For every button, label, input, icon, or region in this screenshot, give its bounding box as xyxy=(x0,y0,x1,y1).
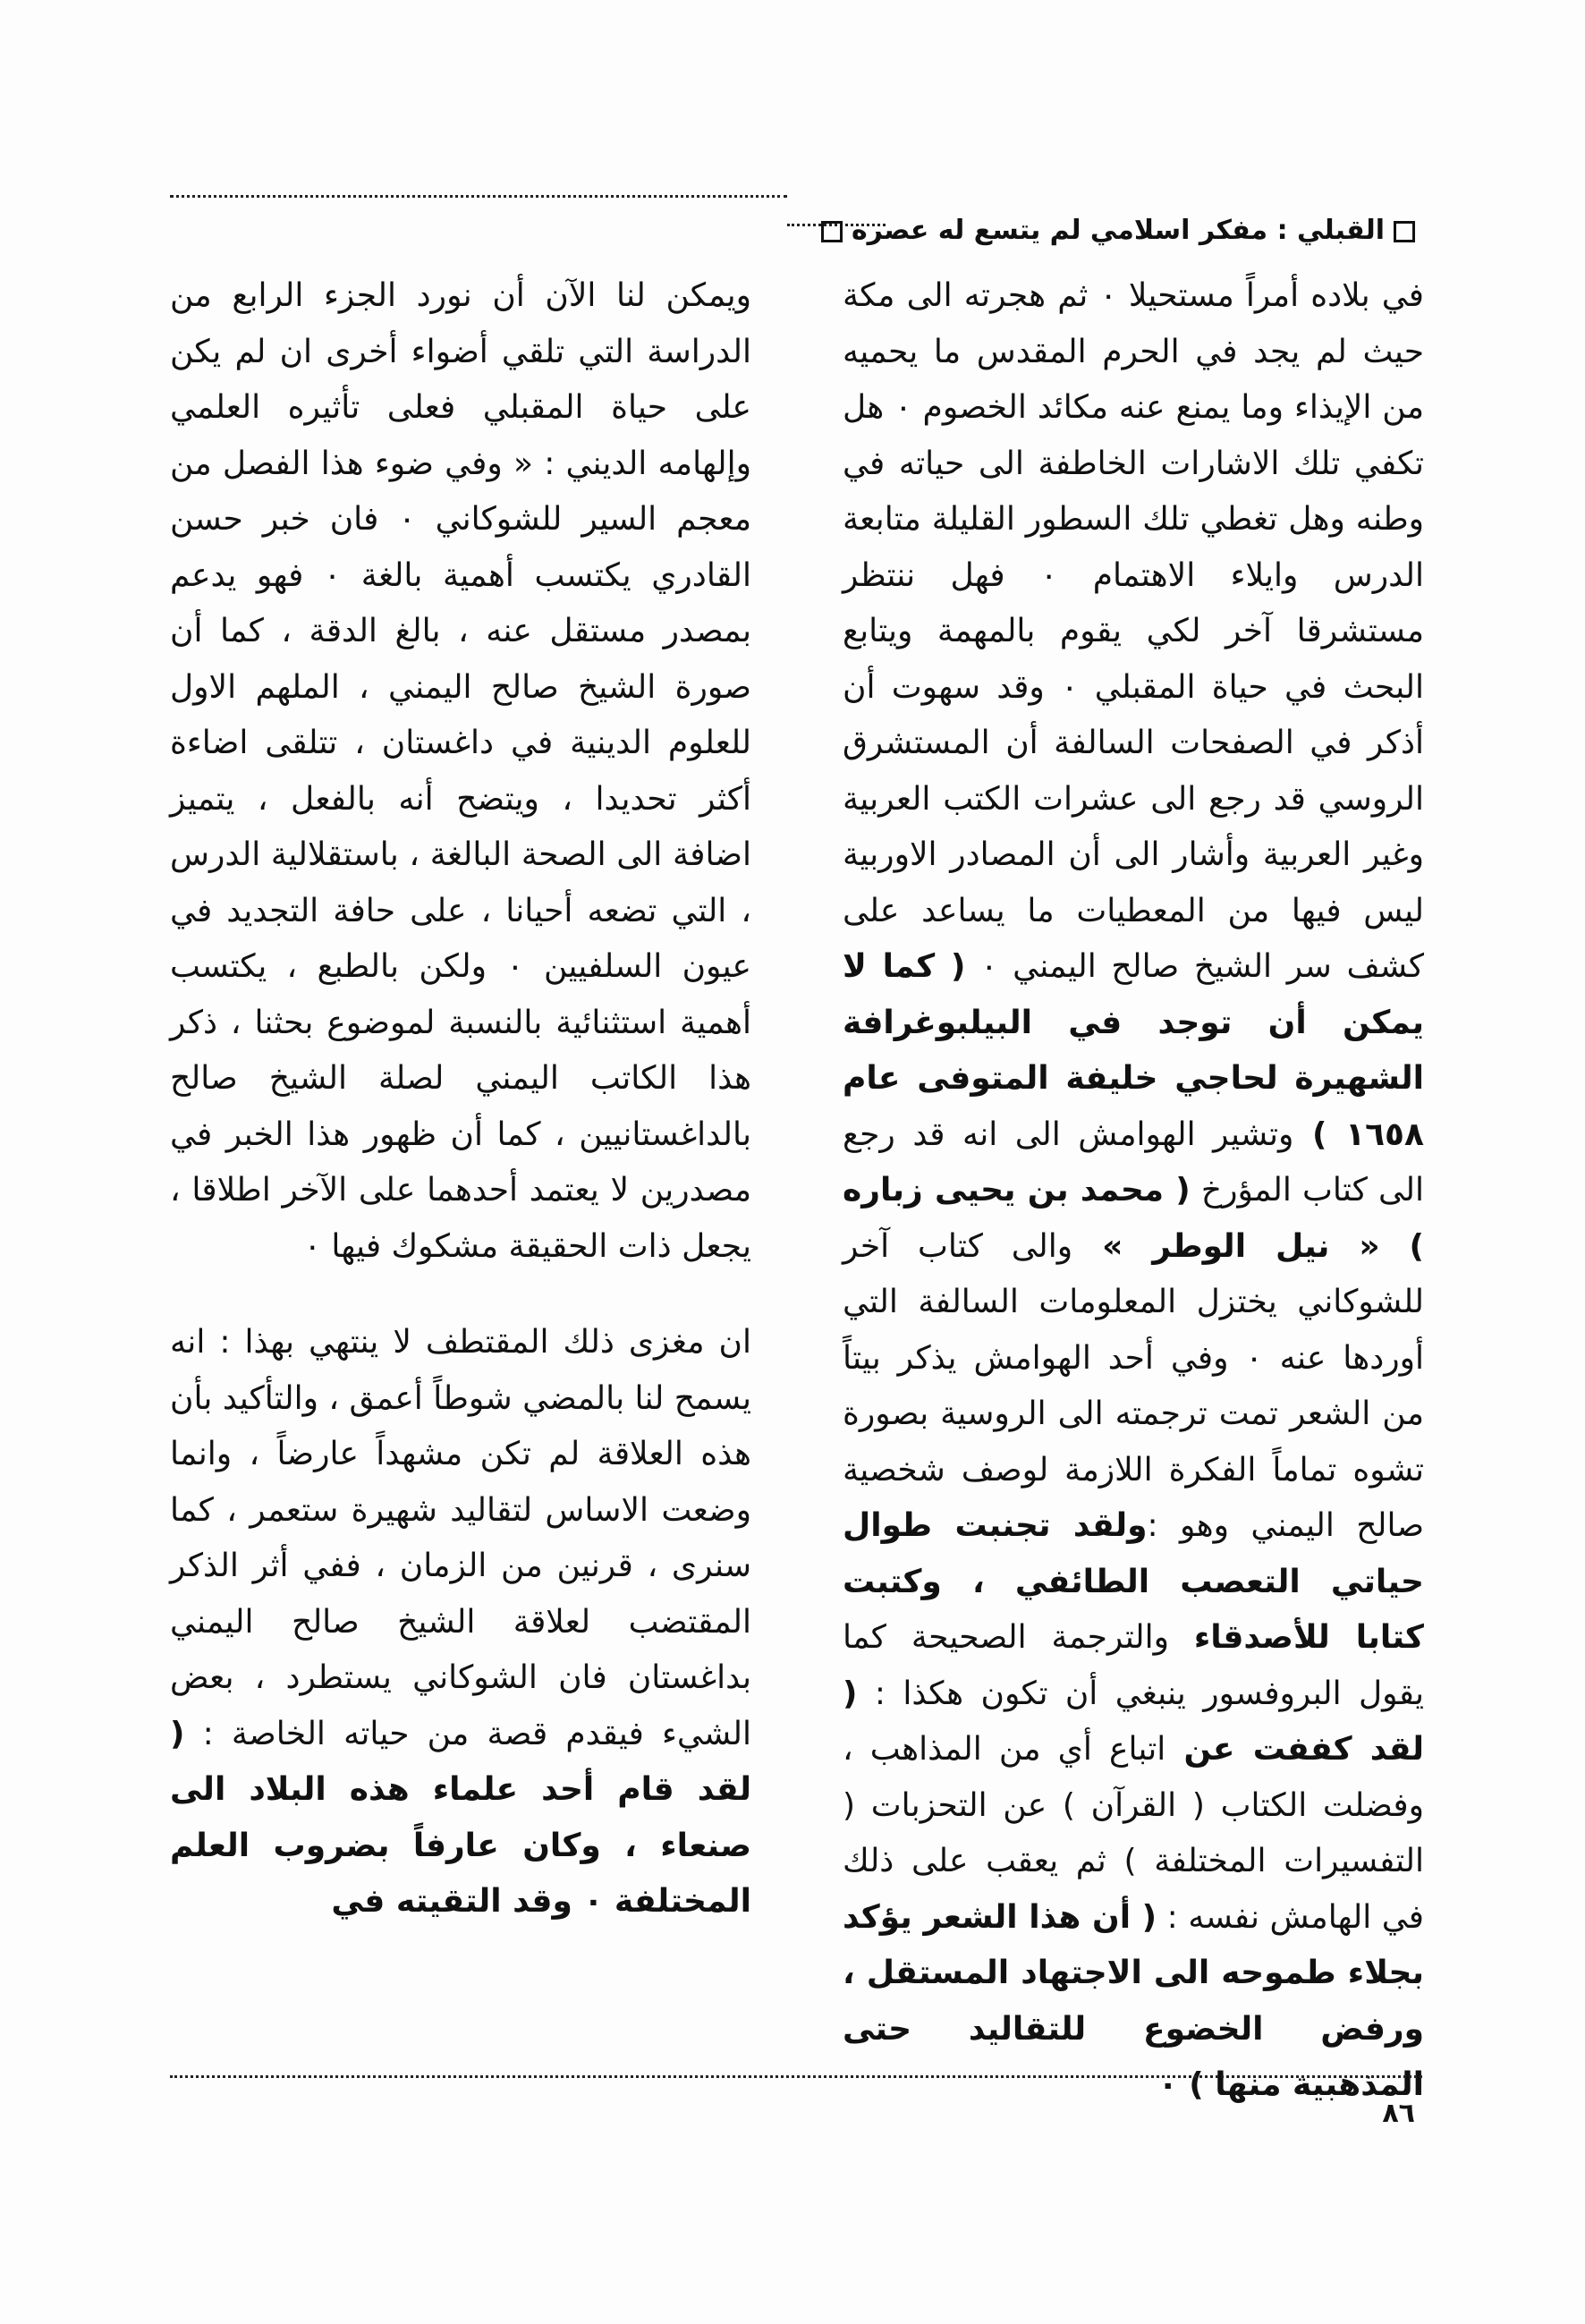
quote-segment: ( كما لا يمكن أن توجد في البيلبوغرافة الشهيرة لحاجي خليفة المتوفى عام ١٦٥٨ ) xyxy=(843,948,1424,1153)
square-bullet-icon xyxy=(1394,221,1415,242)
quote-segment: ( أن هذا الشعر يؤكد بجلاء طموحه الى الاجتهاد المستقل ، ورفض الخضوع للتقاليد حتى المذهبية منها ) ٠ xyxy=(843,1898,1424,2103)
text-segment: اتباع أي من المذاهب ، وفضلت الكتاب ( القرآن ) عن التحزبات ( التفسيرات المختلفة ) ثم يعقب على ذلك في الهامش نفسه : xyxy=(843,1731,1424,1936)
left-paragraph xyxy=(170,1315,751,1930)
right-column xyxy=(843,268,1424,2114)
top-divider-left xyxy=(170,195,787,198)
text-segment: ان مغزى ذلك المقتطف لا ينتهي بهذا : انه يسمح لنا بالمضي شوطاً أعمق ، والتأكيد بأن هذه العلاقة لم تكن مشهداً عارضاً ، وانما وضعت الاساس لتقاليد شهيرة ستعمر ، كما سنرى ، قرنين من الزمان ، ففي أثر الذكر المقتضب لعلاقة الشيخ صالح اليمني بداغستان فان الشوكاني يستطرد ، بعض الشيء فيقدم قصة من حياته الخاصة : xyxy=(170,1324,751,1752)
quote-segment: ( لقد قام أحد علماء هذه البلاد الى صنعاء ، وكان عارفاً بضروب العلم المختلفة ٠ وقد التقيته في xyxy=(170,1715,751,1920)
square-bullet-icon xyxy=(821,221,843,242)
text-segment: والترجمة الصحيحة كما يقول البروفسور ينبغي أن تكون هكذا : xyxy=(843,1619,1424,1712)
page-number: ٨٦ xyxy=(1382,2098,1415,2129)
text-segment: وتشير الهوامش الى انه قد رجع الى كتاب المؤرخ xyxy=(843,1115,1424,1209)
bottom-divider xyxy=(170,2075,1422,2078)
text-segment: والى كتاب آخر للشوكاني يختزل المعلومات السالفة التي أوردها عنه ٠ وفي أحد الهوامش يذكر بيتاً من الشعر تمت ترجمته الى الروسية بصورة تشوه تماماً الفكرة اللازمة لوصف شخصية صالح اليمني وهو : xyxy=(843,1227,1425,1544)
left-column xyxy=(170,268,751,1930)
left-paragraph xyxy=(170,268,751,1275)
text-segment: ويمكن لنا الآن أن نورد الجزء الرابع من الدراسة التي تلقي أضواء أخرى ان لم يكن على حياة المقبلي فعلى تأثيره العلمي وإلهامه الديني : « وفي ضوء هذا الفصل من معجم السير للشوكاني ٠ فان خبر حسن القادري يكتسب أهمية بالغة ٠ فهو يدعم بمصدر مستقل عنه ، بالغ الدقة ، كما أن صورة الشيخ صالح اليمني ، الملهم الاول للعلوم الدينية في داغستان ، تتلقى اضاءة أكثر تحديدا ، ويتضح أنه بالفعل ، يتميز اضافة الى الصحة البالغة ، باستقلالية الدرس ، التي تضعه أحيانا ، على حافة التجديد في عيون السلفيين ٠ ولكن بالطبع ، يكتسب أهمية استثنائية بالنسبة لموضوع بحثنا ، ذكر هذا الكاتب اليمني لصلة الشيخ صالح بالداغستانيين ، كما أن ظهور هذا الخبر في مصدرين لا يعتمد أحدهما على الآخر اطلاقا ، يجعل ذات الحقيقة مشكوك فيها ٠ xyxy=(170,277,751,1265)
quote-segment: ولقد تجنبت طوال حياتي التعصب الطائفي ، وكتبت كتابا للأصدقاء xyxy=(843,1507,1424,1656)
text-segment: في بلاده أمراً مستحيلا ٠ ثم هجرته الى مكة حيث لم يجد في الحرم المقدس ما يحميه من الإيذاء وما يمنع عنه مكائد الخصوم ٠ هل تكفي تلك الاشارات الخاطفة الى حياته في وطنه وهل تغطي تلك السطور القليلة متابعة الدرس وايلاء الاهتمام ٠ فهل ننتظر مستشرقا آخر لكي يقوم بالمهمة ويتابع البحث في حياة المقبلي ٠ وقد سهوت أن أذكر في الصفحات السالفة أن المستشرق الروسي قد رجع الى عشرات الكتب العربية وغير العربية وأشار الى أن المصادر الاوربية ليس فيها من المعطيات ما يساعد على كشف سر الشيخ صالح اليمني ٠ xyxy=(843,277,1424,985)
quote-segment: ( محمد بن يحيى زباره ) « نيل الوطر » xyxy=(843,1172,1424,1265)
running-header xyxy=(798,204,1424,258)
running-title: القبلي : مفكر اسلامي لم يتسع له عصره xyxy=(851,215,1385,246)
right-paragraph xyxy=(843,268,1424,2114)
quote-segment: ( لقد كففت عن xyxy=(843,1675,1424,1768)
